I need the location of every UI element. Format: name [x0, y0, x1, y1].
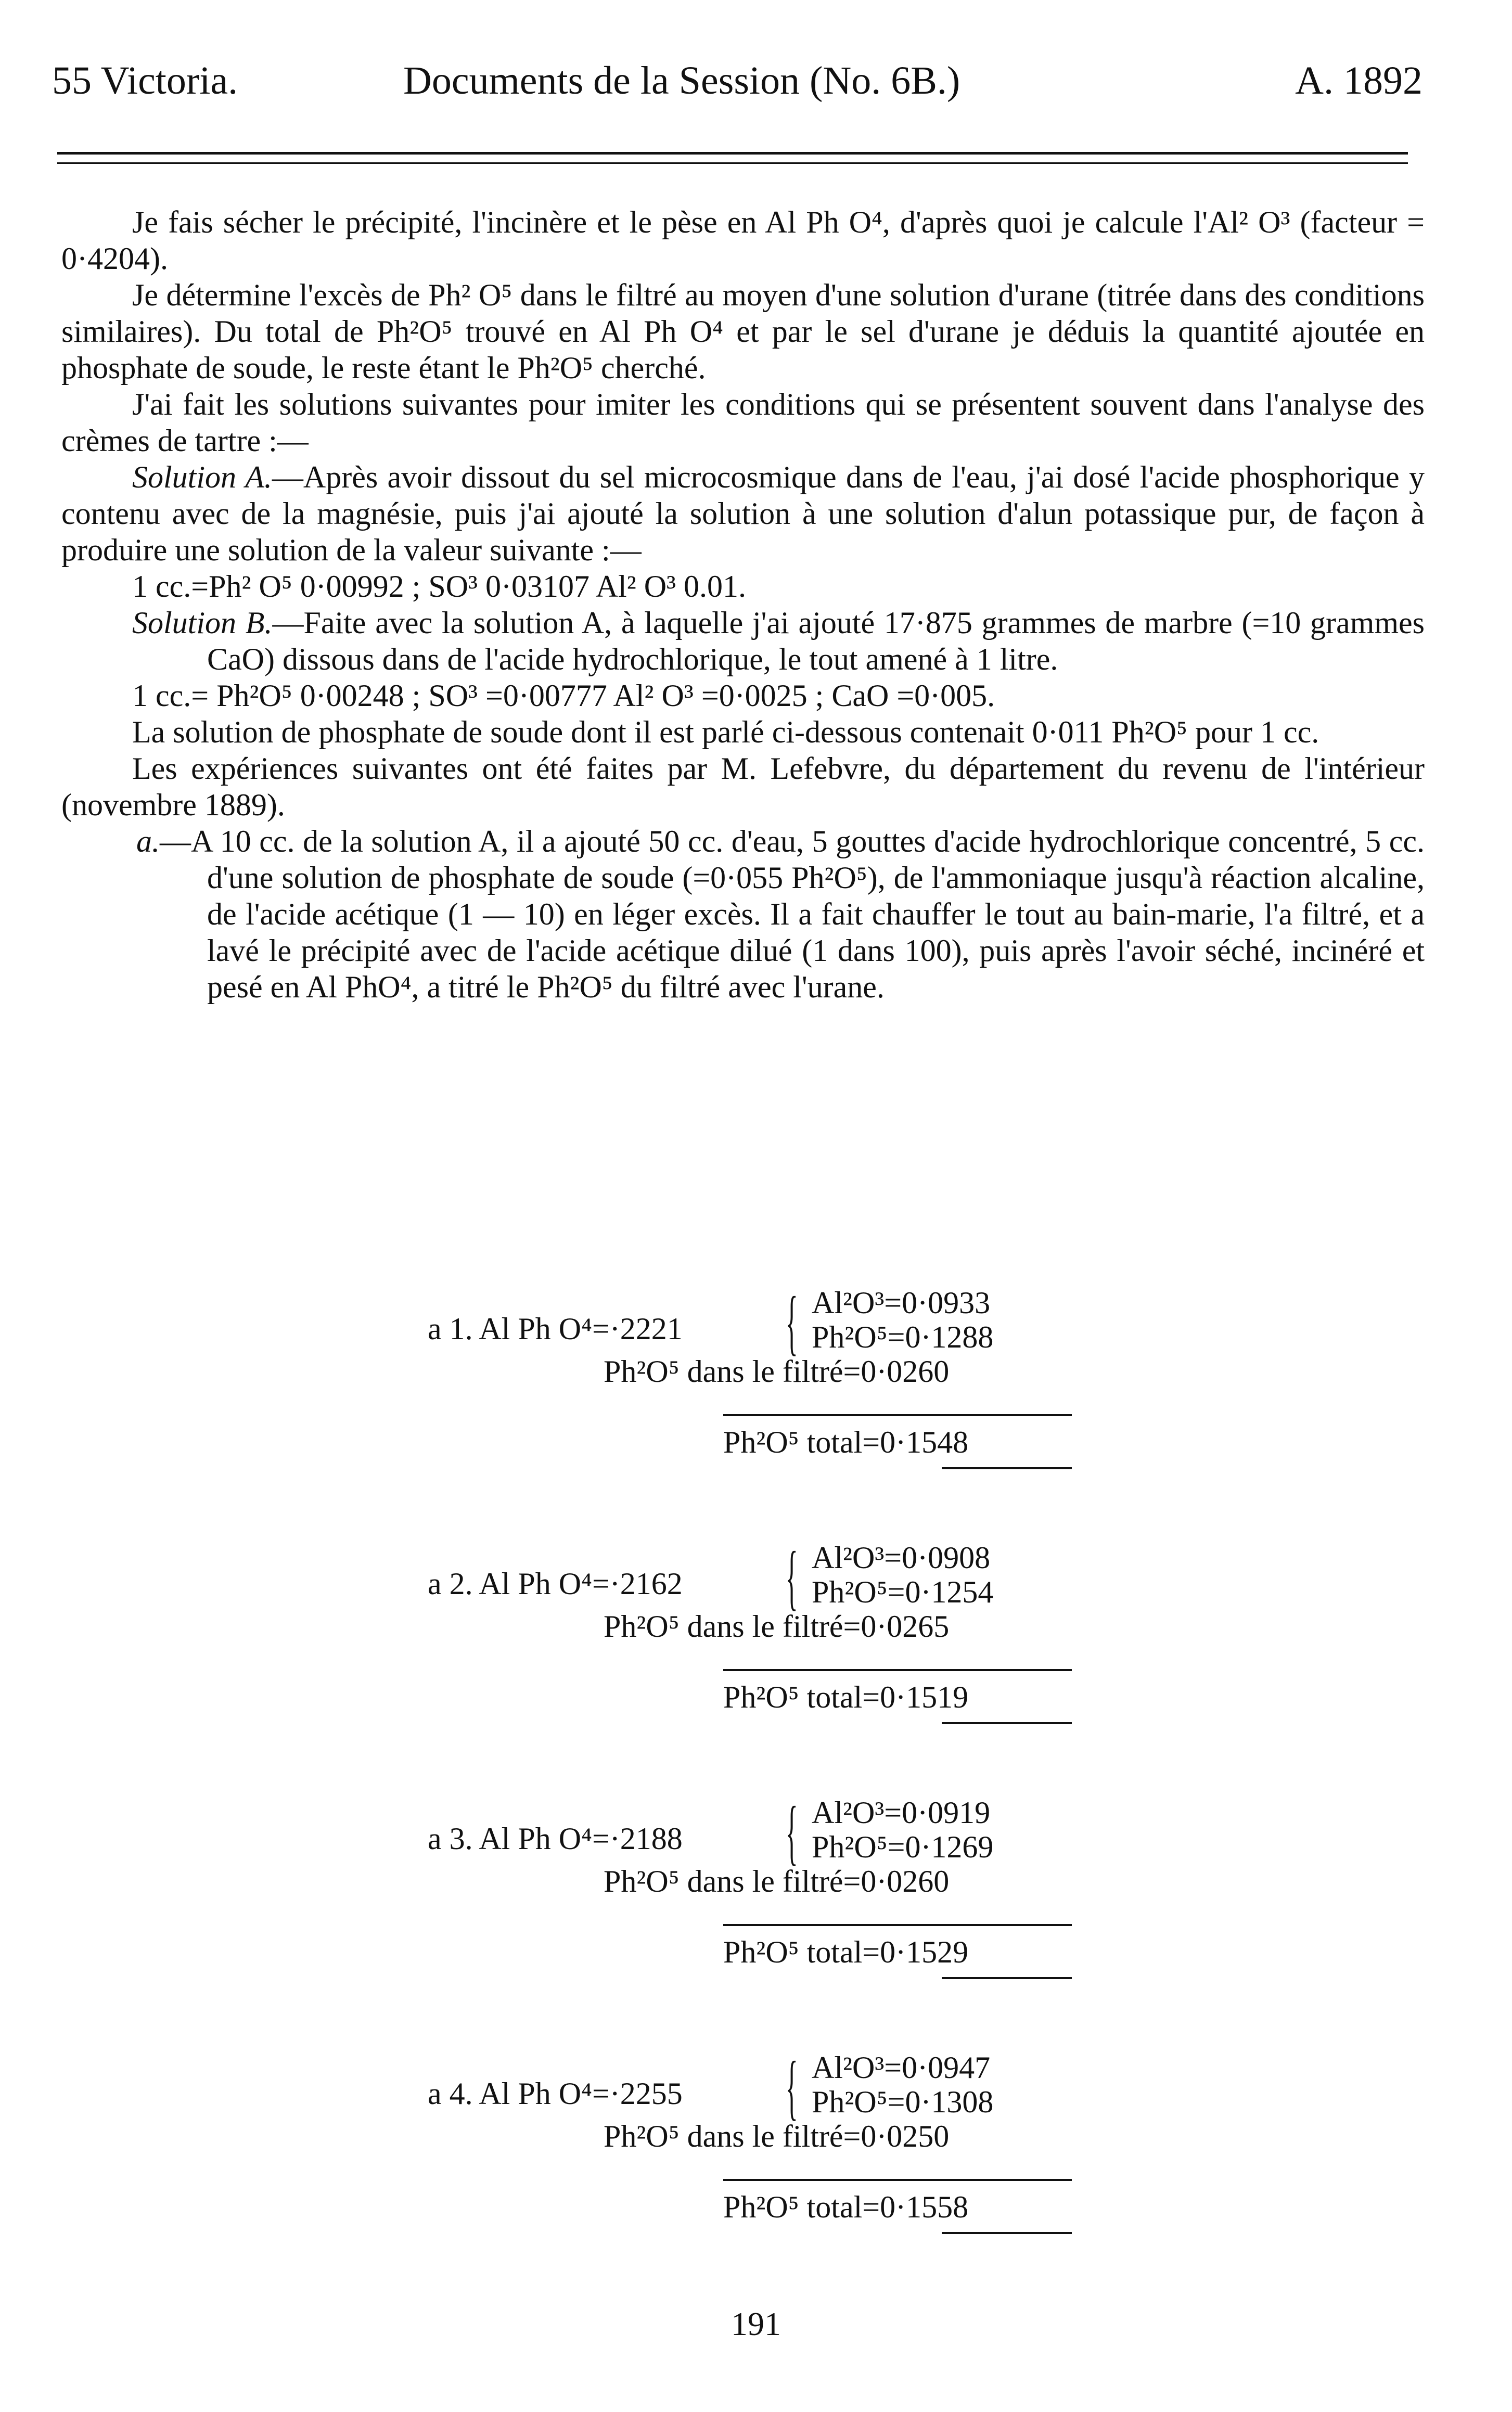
paragraph: Je détermine l'excès de Ph² O⁵ dans le filtré au moyen d'une solution d'urane (titrée dans des conditions similaires). Du total de Ph²O⁵ trouvé en Al Ph O⁴ et par le sel d'urane je déduis la quantité ajoutée en phosphate de soude, le reste étant le Ph²O⁵ cherché.	[61, 278, 1425, 385]
calc-total: Ph²O⁵ total=0·1519	[723, 1680, 969, 1714]
brace: {	[786, 1537, 798, 1618]
header-rule-top	[57, 152, 1408, 155]
calc-label: a 1. Al Ph O⁴=·2221	[428, 1312, 683, 1346]
calc-label: a 3. Al Ph O⁴=·2188	[428, 1821, 683, 1856]
paragraph: Je fais sécher le précipité, l'incinère et le pèse en Al Ph O⁴, d'après quoi je calcule l'Al² O³ (facteur = 0·4204).	[61, 205, 1425, 276]
total-underline	[942, 1467, 1072, 1469]
experiment-a-label: a.	[136, 824, 160, 858]
paragraph-formula: 1 cc.=Ph² O⁵ 0·00992 ; SO³ 0·03107 Al² O³ 0.01.	[132, 569, 747, 604]
sum-line	[723, 1414, 1072, 1416]
calc-total: Ph²O⁵ total=0·1529	[723, 1935, 969, 1969]
paragraph-solution-b	[61, 605, 1425, 677]
experiment-a-text: —A 10 cc. de la solution A, il a ajouté 50 cc. d'eau, 5 gouttes d'acide hydrochlorique concentré, 5 cc. d'une solution de phosphate de soude (=0·055 Ph²O⁵), de l'ammoniaque jusqu'à réaction alcaline, de l'acide acétique (1 — 10) en léger excès. Il a fait chauffer le tout au bain-marie, l'a filtré, et a lavé le précipité avec de l'acide acétique dilué (1 dans 100), puis après l'avoir séché, incinéré et pesé en Al PhO⁴, a titré le Ph²O⁵ du filtré avec l'urane.	[160, 824, 1425, 1004]
header-rule-bottom	[57, 162, 1408, 164]
calc-filtre: Ph²O⁵ dans le filtré=0·0260	[604, 1354, 950, 1389]
total-underline	[942, 1722, 1072, 1724]
paragraph: J'ai fait les solutions suivantes pour imiter les conditions qui se présentent souvent dans l'analyse des crèmes de tartre :—	[61, 387, 1425, 458]
paragraph-experiment-a	[61, 823, 1425, 1005]
total-underline	[942, 2232, 1072, 2234]
page-header	[0, 58, 1512, 116]
brace: {	[786, 2047, 798, 2127]
calc-filtre: Ph²O⁵ dans le filtré=0·0260	[604, 1864, 950, 1898]
calc-label: a 2. Al Ph O⁴=·2162	[428, 1567, 683, 1601]
calc-ph: Ph²O⁵=0·1308	[812, 2085, 994, 2119]
header-title: Documents de la Session (No. 6B.)	[403, 59, 960, 102]
calc-filtre: Ph²O⁵ dans le filtré=0·0250	[604, 2119, 950, 2153]
solution-b-text: —Faite avec la solution A, à laquelle j'ai ajouté 17·875 grammes de marbre (=10 grammes CaO) dissous dans de l'acide hydrochlorique, le tout amené à 1 litre.	[207, 606, 1425, 676]
calc-al: Al²O³=0·0919	[812, 1795, 991, 1830]
body-text	[61, 204, 1425, 1005]
paragraph: Les expériences suivantes ont été faites par M. Lefebvre, du département du revenu de l'intérieur (novembre 1889).	[61, 751, 1425, 822]
solution-b-label: Solution B.	[132, 606, 273, 640]
calc-al: Al²O³=0·0908	[812, 1541, 991, 1575]
sum-line	[723, 2179, 1072, 2181]
brace: {	[786, 1282, 798, 1363]
sum-line	[723, 1924, 1072, 1926]
calc-al: Al²O³=0·0933	[812, 1286, 991, 1320]
calc-total: Ph²O⁵ total=0·1558	[723, 2190, 969, 2224]
solution-a-label: Solution A.	[132, 460, 272, 494]
solution-a-text: —Après avoir dissout du sel microcosmique dans de l'eau, j'ai dosé l'acide phosphorique y contenu avec de la magnésie, puis j'ai ajouté la solution à une solution d'alun potassique pur, de façon à produire une solution de la valeur suivante :—	[61, 460, 1425, 567]
calc-label: a 4. Al Ph O⁴=·2255	[428, 2076, 683, 2111]
calc-ph: Ph²O⁵=0·1269	[812, 1830, 994, 1864]
total-underline	[942, 1977, 1072, 1979]
brace: {	[786, 1792, 798, 1872]
calc-al: Al²O³=0·0947	[812, 2050, 991, 2085]
paragraph: La solution de phosphate de soude dont il est parlé ci-dessous contenait 0·011 Ph²O⁵ pour 1 cc.	[132, 715, 1319, 749]
header-left: 55 Victoria.	[52, 59, 238, 102]
calc-total: Ph²O⁵ total=0·1548	[723, 1425, 969, 1459]
page-number: 191	[731, 2305, 781, 2342]
paragraph-formula: 1 cc.= Ph²O⁵ 0·00248 ; SO³ =0·00777 Al² O³ =0·0025 ; CaO =0·005.	[132, 678, 995, 713]
sum-line	[723, 1669, 1072, 1671]
header-right: A. 1892	[1295, 59, 1423, 102]
calc-ph: Ph²O⁵=0·1288	[812, 1320, 994, 1354]
paragraph-solution-a	[61, 459, 1425, 568]
calc-filtre: Ph²O⁵ dans le filtré=0·0265	[604, 1609, 950, 1644]
calc-ph: Ph²O⁵=0·1254	[812, 1575, 994, 1609]
